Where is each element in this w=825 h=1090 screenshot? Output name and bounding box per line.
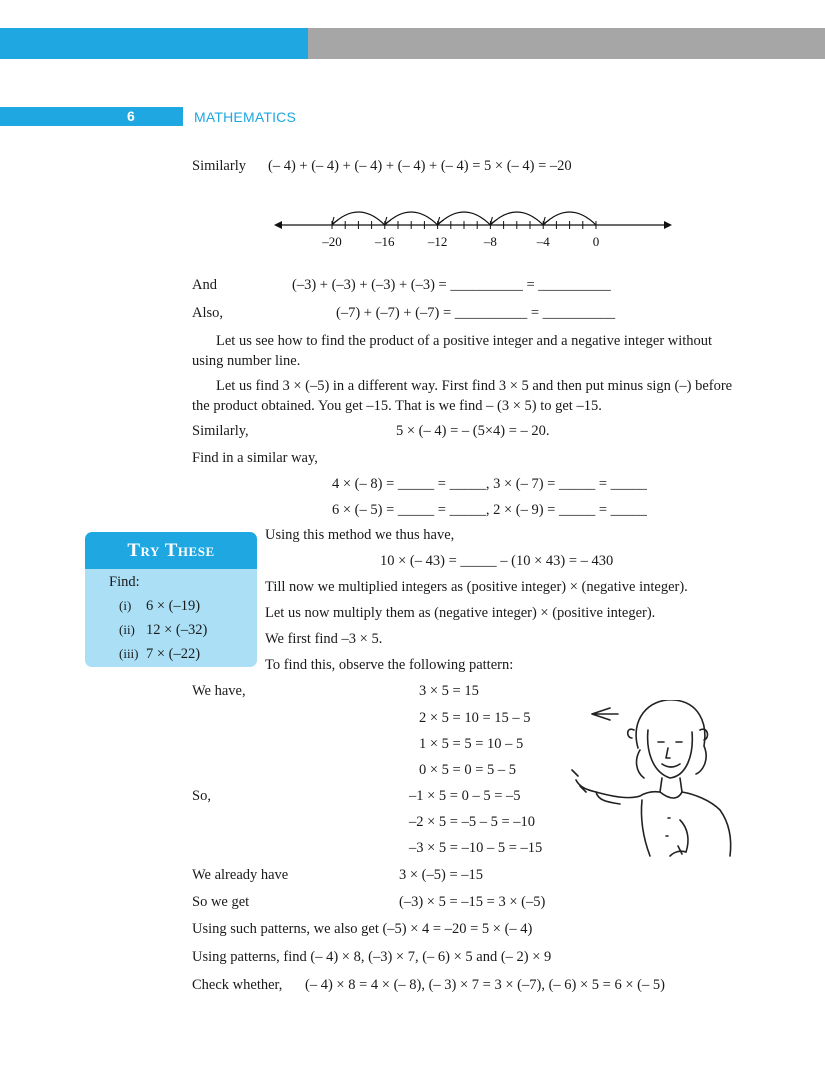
check-expression: (– 4) × 8 = 4 × (– 8), (– 3) × 7 = 3 × (–7), (– 6) × 5 = 6 × (– 5) — [305, 977, 665, 993]
pattern-line: –3 × 5 = –10 – 5 = –15 — [409, 840, 543, 856]
exercise-row-2: 6 × (– 5) = _____ = _____, 2 × (– 9) = _____ = _____ — [332, 502, 647, 518]
method-expression: 10 × (– 43) = _____ – (10 × 43) = – 430 — [380, 553, 614, 569]
try-these-find-label: Find: — [109, 574, 140, 590]
similarly2-label: Similarly, — [192, 423, 249, 439]
paragraph-product-intro: Let us see how to find the product of a positive integer and a negative integer without using number line. — [192, 333, 713, 369]
first-find-line: We first find –3 × 5. — [265, 631, 383, 647]
similarly-expression: (– 4) + (– 4) + (– 4) + (– 4) + (– 4) = 5 × (– 4) = –20 — [268, 158, 572, 174]
try-these-title: Try These — [127, 540, 215, 561]
header-band-blue — [0, 28, 308, 59]
header-band-gray — [308, 28, 825, 59]
pattern-line: 0 × 5 = 0 = 5 – 5 — [419, 762, 517, 778]
so-we-get-label: So we get — [192, 894, 250, 910]
also-expression: (–7) + (–7) + (–7) = __________ = __________ — [336, 305, 616, 321]
exercise-row-1: 4 × (– 8) = _____ = _____, 3 × (– 7) = _____ = _____ — [332, 476, 647, 492]
number-line-label: –4 — [536, 234, 550, 249]
number-line-label: 0 — [592, 234, 600, 249]
try-item-number: (iii) — [119, 646, 139, 661]
number-line — [268, 203, 678, 253]
subject-title: MATHEMATICS — [194, 109, 297, 125]
already-label: We already have — [192, 867, 289, 883]
pattern-line: 2 × 5 = 10 = 15 – 5 — [419, 710, 531, 726]
number-line-label: –20 — [322, 234, 342, 249]
we-have-label: We have, — [192, 683, 246, 699]
similarly2-expression: 5 × (– 4) = – (5×4) = – 20. — [396, 423, 550, 439]
method-line: Using this method we thus have, — [265, 527, 455, 543]
so-we-get-expression: (–3) × 5 = –15 = 3 × (–5) — [399, 894, 546, 910]
pattern-line: 3 × 5 = 15 — [419, 683, 479, 699]
let-us-now-line: Let us now multiply them as (negative integer) × (positive integer). — [265, 605, 656, 621]
observe-line: To find this, observe the following pattern: — [265, 657, 514, 673]
try-item-expression: 7 × (–22) — [146, 646, 201, 662]
try-item-number: (ii) — [119, 622, 135, 637]
page-number: 6 — [127, 108, 135, 124]
right-arrow-icon — [664, 221, 672, 229]
try-item-expression: 12 × (–32) — [146, 622, 208, 638]
number-line-label: –12 — [427, 234, 448, 249]
try-these-item — [119, 622, 207, 639]
try-item-number: (i) — [119, 598, 132, 613]
pattern-line: –2 × 5 = –5 – 5 = –10 — [409, 814, 536, 830]
number-line-label: –8 — [483, 234, 497, 249]
and-expression: (–3) + (–3) + (–3) + (–3) = __________ = __________ — [292, 277, 611, 293]
paragraph-different-way: Let us find 3 × (–5) in a different way. First find 3 × 5 and then put minus sign (–) before the product obtained. You get –15. That is we find – (3 × 5) to get –15. — [192, 378, 733, 414]
check-label: Check whether, — [192, 977, 283, 993]
pattern-line: 1 × 5 = 5 = 10 – 5 — [419, 736, 524, 752]
pattern-line: –1 × 5 = 0 – 5 = –5 — [409, 788, 521, 804]
try-these-item — [119, 598, 200, 615]
page-number-bar — [0, 107, 183, 126]
number-line-label: –16 — [375, 234, 395, 249]
patterns-find-line: Using patterns, find (– 4) × 8, (–3) × 7, (– 6) × 5 and (– 2) × 9 — [192, 949, 552, 965]
similarly-label: Similarly — [192, 158, 246, 174]
already-expression: 3 × (–5) = –15 — [399, 867, 484, 883]
try-item-expression: 6 × (–19) — [146, 598, 201, 614]
patterns-also-line: Using such patterns, we also get (–5) × 4 = –20 = 5 × (– 4) — [192, 921, 533, 937]
left-arrow-icon — [274, 221, 282, 229]
find-similar-line: Find in a similar way, — [192, 450, 318, 466]
and-label: And — [192, 277, 217, 293]
try-these-item — [119, 646, 200, 663]
till-now-line: Till now we multiplied integers as (positive integer) × (negative integer). — [265, 579, 688, 595]
girl-pointing-illustration — [570, 700, 740, 860]
try-these-box — [85, 532, 257, 667]
also-label: Also, — [192, 305, 224, 321]
so-label: So, — [192, 788, 211, 804]
